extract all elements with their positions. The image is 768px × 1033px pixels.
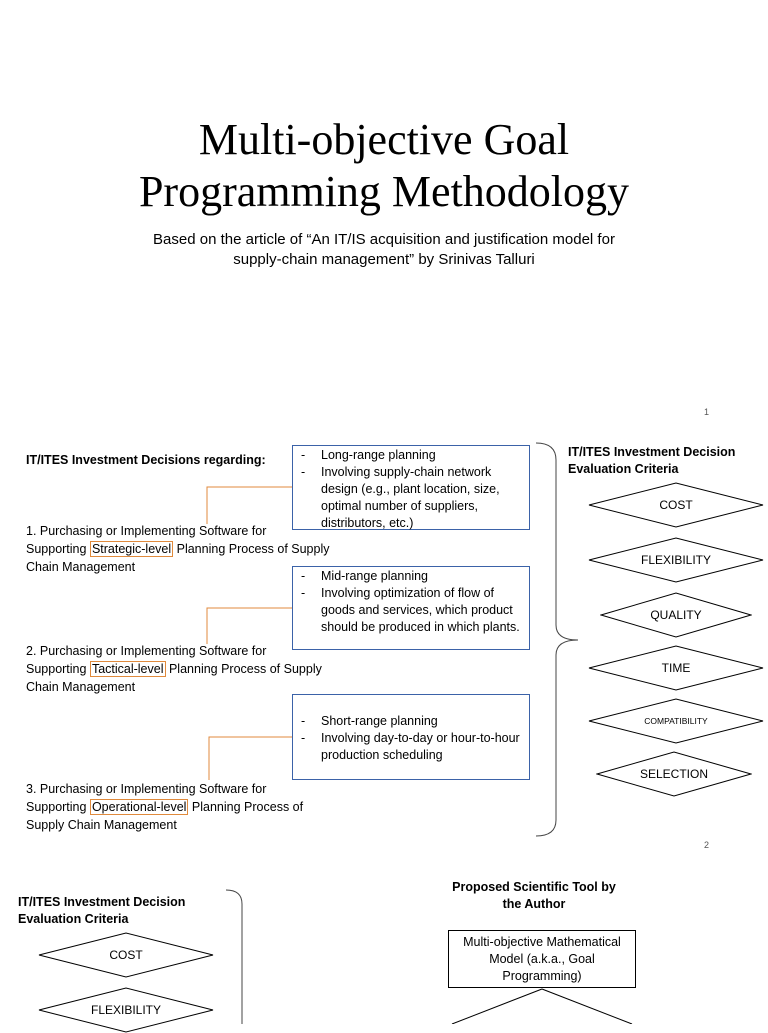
decision-item-2-line-1: 2. Purchasing or Implementing Software for <box>26 644 267 658</box>
box-1-bullet-2: - Involving supply-chain network design (e.g., plant location, size, optimal number of suppliers, distributors, etc.) <box>299 464 523 532</box>
slide-1-title <box>0 114 768 218</box>
decision-item-1-pre: Supporting <box>26 542 90 556</box>
tool-branch-right <box>542 989 632 1024</box>
decision-item-operational <box>26 780 303 834</box>
subtitle-line-1: Based on the article of “An IT/IS acquisition and justification model for <box>153 231 615 248</box>
criterion-flexibility-3-label: FLEXIBILITY <box>90 1003 162 1017</box>
slide-1-subtitle <box>0 230 768 270</box>
connector-line-strategic <box>207 487 292 524</box>
grouping-brace-3 <box>226 890 242 1024</box>
criterion-cost <box>588 482 764 528</box>
criterion-compatibility-label: COMPATIBILITY <box>644 716 708 726</box>
criterion-compatibility <box>588 698 764 744</box>
criterion-quality-label: QUALITY <box>650 608 702 622</box>
box-mid-range <box>292 566 530 650</box>
criterion-cost-label: COST <box>659 498 693 512</box>
criteria-heading-3 <box>18 894 185 928</box>
connector-line-operational <box>209 737 292 780</box>
decision-item-3-pre: Supporting <box>26 800 90 814</box>
criterion-flexibility-label: FLEXIBILITY <box>640 553 712 567</box>
page-number-1: 1 <box>704 407 710 417</box>
box-1-bullet-1: - Long-range planning <box>299 447 523 464</box>
criterion-time <box>588 645 764 691</box>
box-2-bullet-1: - Mid-range planning <box>299 568 523 585</box>
criteria-heading-3-line-1: IT/ITES Investment Decision <box>18 895 186 909</box>
decisions-heading: IT/ITES Investment Decisions regarding: <box>26 453 266 467</box>
box-3-bullet-2: - Involving day-to-day or hour-to-hour production scheduling <box>299 730 523 764</box>
tool-branch-left <box>452 989 542 1024</box>
criterion-cost-3-label: COST <box>109 948 143 962</box>
decision-item-3-line-3: Supply Chain Management <box>26 818 177 832</box>
criteria-heading-line-1: IT/ITES Investment Decision <box>568 445 736 459</box>
box-long-range <box>292 445 530 530</box>
tool-box-line-1: Multi-objective Mathematical <box>463 935 621 949</box>
tool-box-line-3: Programming) <box>502 969 582 983</box>
criterion-quality <box>600 592 752 638</box>
highlight-tactical-level: Tactical-level <box>91 662 164 676</box>
highlight-operational-level: Operational-level <box>91 800 187 814</box>
decision-item-3-line-1: 3. Purchasing or Implementing Software for <box>26 782 267 796</box>
criteria-heading-3-line-2: Evaluation Criteria <box>18 912 129 926</box>
title-line-2: Programming Methodology <box>138 167 630 216</box>
tool-box-line-2: Model (a.k.a., Goal <box>489 952 595 966</box>
tool-heading-line-1: Proposed Scientific Tool by <box>452 880 616 894</box>
decision-item-1-line-3: Chain Management <box>26 560 136 574</box>
tool-box <box>448 930 636 988</box>
decision-item-1-line-1: 1. Purchasing or Implementing Software for <box>26 524 267 538</box>
subtitle-line-2: supply-chain management” by Srinivas Talluri <box>233 251 535 268</box>
decision-item-2-post: Planning Process of Supply <box>165 662 322 676</box>
box-short-range <box>292 694 530 780</box>
decision-item-2-line-3: Chain Management <box>26 680 136 694</box>
criterion-flexibility <box>588 537 764 583</box>
box-2-bullet-2: - Involving optimization of flow of goods and services, which product should be produced in which plants. <box>299 585 523 636</box>
criteria-heading-line-2: Evaluation Criteria <box>568 462 679 476</box>
tool-heading <box>434 879 634 913</box>
criterion-flexibility-3 <box>38 987 214 1033</box>
highlight-strategic-level: Strategic-level <box>91 542 172 556</box>
tool-heading-line-2: the Author <box>502 897 566 911</box>
criterion-time-label: TIME <box>661 661 691 675</box>
criterion-selection-label: SELECTION <box>639 767 708 781</box>
decision-item-strategic <box>26 522 329 576</box>
decision-item-3-post: Planning Process of <box>188 800 304 814</box>
slide-1 <box>0 0 768 428</box>
connector-line-tactical <box>207 608 292 644</box>
criterion-cost-3 <box>38 932 214 978</box>
box-3-bullet-1: - Short-range planning <box>299 713 523 730</box>
criteria-heading <box>568 444 735 478</box>
slide-2 <box>0 430 768 852</box>
page-number-2: 2 <box>704 840 710 850</box>
title-line-1: Multi-objective Goal <box>198 115 570 164</box>
decision-item-tactical <box>26 642 322 696</box>
decision-item-1-post: Planning Process of Supply <box>173 542 330 556</box>
grouping-brace <box>536 443 578 836</box>
decision-item-2-pre: Supporting <box>26 662 90 676</box>
slide-3 <box>0 854 768 1024</box>
criterion-selection <box>596 751 752 797</box>
